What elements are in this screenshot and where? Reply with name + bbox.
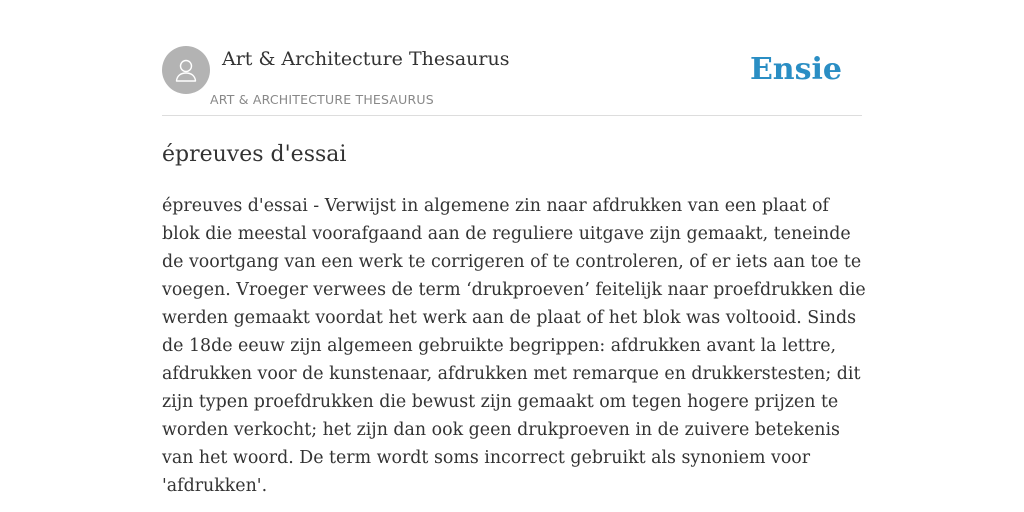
user-silhouette-icon — [172, 56, 200, 84]
source-subtitle[interactable]: ART & ARCHITECTURE THESAURUS — [210, 92, 434, 107]
page-header — [162, 46, 862, 116]
brand-logo[interactable]: Ensie — [749, 52, 842, 87]
source-title[interactable]: Art & Architecture Thesaurus — [222, 48, 510, 70]
entry-body: épreuves d'essai - Verwijst in algemene zin naar afdrukken van een plaat of blok die meestal voorafgaand aan de reguliere uitgave zijn gemaakt, teneinde de voortgang van een werk te corrigeren of te controleren, of er iets aan toe te voegen. Vroeger verwees de term ‘drukproeven’ feitelijk naar proefdrukken die werden gemaakt voordat het werk aan de plaat of het blok was voltooid. Sinds de 18de eeuw zijn algemeen gebruikte begrippen: afdrukken avant la lettre, afdrukken voor de kunstenaar, afdrukken met remarque en drukkerstesten; dit zijn typen proefdrukken die bewust zijn gemaakt om tegen hogere prijzen te worden verkocht; het zijn dan ook geen drukproeven in de zuivere betekenis van het woord. De term wordt soms incorrect gebruikt als synoniem voor 'afdrukken'. — [162, 196, 866, 496]
entry-title: épreuves d'essai — [162, 142, 347, 167]
avatar[interactable] — [162, 46, 210, 94]
